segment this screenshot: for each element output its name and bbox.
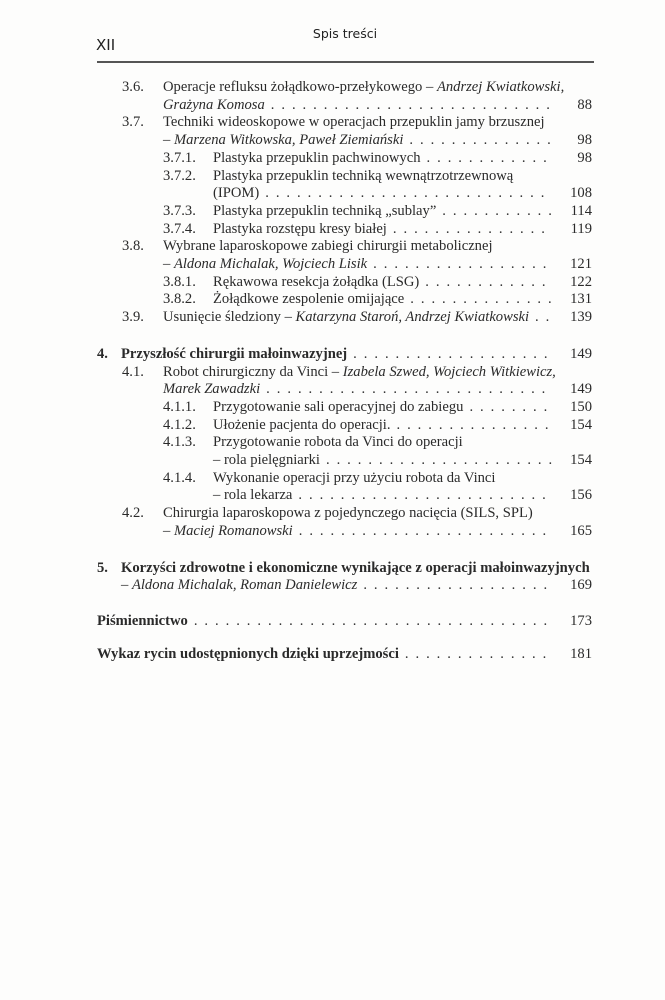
entry-number: 4.1.2.	[163, 416, 196, 433]
entry-line	[163, 132, 592, 150]
entry-text: Ułożenie pacjenta do operacji.	[213, 416, 391, 433]
entry-line	[213, 185, 592, 203]
toc-entry	[97, 560, 592, 595]
entry-number: 4.1.1.	[163, 398, 196, 415]
toc-entry	[97, 274, 592, 292]
entry-line	[213, 150, 592, 168]
entry-text: Przygotowanie sali operacyjnej do zabiegu	[213, 398, 464, 415]
entry-line	[163, 114, 592, 132]
entry-text: Rękawowa resekcja żołądka (LSG)	[213, 273, 420, 290]
entry-text: Plastyka przepuklin pachwinowych	[213, 149, 421, 166]
entry-author: Grażyna Komosa	[163, 96, 265, 113]
entry-number: 4.1.3.	[163, 434, 196, 451]
entry-title	[213, 399, 463, 417]
toc-entry	[97, 346, 592, 364]
entry-number: 4.2.	[122, 505, 144, 522]
entry-page-number: 154	[570, 452, 592, 469]
dot-leader	[410, 291, 552, 309]
dot-leader	[393, 221, 552, 239]
entry-title	[163, 523, 293, 541]
entry-title	[213, 274, 419, 292]
entry-line	[97, 646, 592, 664]
page-number-folio: XII	[96, 36, 116, 54]
entry-title	[213, 168, 513, 186]
entry-text: Techniki wideoskopowe w operacjach przepuklin jamy brzusznej	[163, 114, 545, 131]
entry-title	[213, 470, 495, 488]
entry-title	[121, 577, 357, 595]
entry-text: Plastyka przepuklin techniką wewnątrzotrzewnową	[213, 167, 514, 184]
entry-title	[213, 291, 404, 309]
dot-leader	[298, 487, 552, 505]
dot-leader	[427, 150, 552, 168]
entry-text: Plastyka rozstępu kresy białej	[213, 220, 387, 237]
dot-leader	[469, 399, 552, 417]
entry-line	[97, 613, 592, 631]
entry-title	[213, 487, 292, 505]
entry-title	[163, 132, 403, 150]
entry-page-number: 156	[570, 487, 592, 504]
entry-page-number: 88	[577, 96, 592, 113]
running-head: Spis treści	[312, 26, 378, 41]
entry-number: 3.7.4.	[163, 220, 196, 237]
dot-leader	[271, 97, 552, 115]
entry-title	[163, 238, 493, 256]
toc-entry	[97, 309, 592, 327]
entry-line	[213, 434, 592, 452]
entry-line	[213, 203, 592, 221]
entry-line	[163, 97, 592, 115]
entry-line	[121, 346, 592, 364]
toc-entry	[97, 168, 592, 203]
dot-leader	[409, 132, 552, 150]
entry-text: Robot chirurgiczny da Vinci –	[163, 363, 343, 380]
entry-title	[163, 97, 265, 115]
entry-page-number: 154	[570, 416, 592, 433]
entry-line	[213, 221, 592, 239]
dot-leader	[373, 256, 552, 274]
entry-author: Maciej Romanowski	[173, 522, 293, 539]
dot-leader	[425, 274, 552, 292]
entry-text: Przyszłość chirurgii małoinwazyjnej	[121, 345, 348, 362]
toc-entry	[97, 364, 592, 399]
toc-entry	[97, 114, 592, 149]
entry-page-number: 149	[570, 345, 592, 362]
entry-page-number: 150	[570, 398, 592, 415]
entry-text: Wybrane laparoskopowe zabiegi chirurgii metabolicznej	[163, 238, 493, 255]
entry-line	[213, 487, 592, 505]
entry-title	[213, 185, 259, 203]
dot-leader	[266, 381, 552, 399]
entry-title	[213, 417, 390, 435]
entry-page-number: 131	[570, 291, 592, 308]
entry-line	[213, 417, 592, 435]
entry-text: (IPOM)	[213, 185, 260, 202]
toc-entry	[97, 505, 592, 540]
entry-text: – rola pielęgniarki	[213, 452, 320, 469]
entry-author: Andrzej Kwiatkowski,	[436, 79, 565, 95]
entry-author: Katarzyna Staroń, Andrzej Kwiatkowski	[295, 309, 530, 326]
entry-title	[121, 560, 590, 578]
entry-number: 3.8.	[122, 238, 144, 255]
toc-entry	[97, 470, 592, 505]
toc-entry	[97, 150, 592, 168]
entry-title	[163, 364, 556, 382]
entry-text: – rola lekarza	[213, 487, 293, 504]
entry-author: Marek Zawadzki	[163, 381, 261, 398]
entry-line	[163, 309, 592, 327]
entry-author: Marzena Witkowska, Paweł Ziemiański	[173, 132, 404, 149]
entry-number: 5.	[97, 559, 108, 576]
entry-text: Plastyka przepuklin techniką „sublay”	[213, 202, 437, 219]
entry-line	[213, 168, 592, 186]
entry-title	[213, 452, 320, 470]
entry-line	[121, 577, 592, 595]
toc-entry	[97, 434, 592, 469]
entry-text: Żołądkowe zespolenie omijające	[213, 291, 405, 308]
entry-line	[213, 470, 592, 488]
entry-page-number: 119	[570, 220, 592, 237]
entry-line	[163, 256, 592, 274]
entry-page-number: 108	[570, 185, 592, 202]
entry-number: 4.1.	[122, 363, 144, 380]
dot-leader	[405, 646, 552, 664]
entry-author: Aldona Michalak, Wojciech Lisik	[173, 256, 368, 273]
entry-line	[163, 79, 592, 97]
entry-page-number: 121	[570, 256, 592, 273]
entry-line	[163, 238, 592, 256]
entry-text: Wykaz rycin udostępnionych dzięki uprzejmości	[97, 645, 399, 662]
entry-title	[163, 256, 367, 274]
entry-text: Wykonanie operacji przy użyciu robota da Vinci	[213, 469, 496, 486]
entry-number: 3.8.2.	[163, 291, 196, 308]
entry-number: 4.	[97, 345, 108, 362]
dot-leader	[442, 203, 552, 221]
entry-line	[121, 560, 592, 578]
entry-line	[163, 523, 592, 541]
entry-page-number: 149	[570, 381, 592, 398]
toc-entry	[97, 417, 592, 435]
entry-page-number: 165	[570, 522, 592, 539]
dot-leader	[396, 417, 552, 435]
entry-title	[163, 381, 260, 399]
entry-title	[163, 79, 564, 97]
entry-author: Izabela Szwed, Wojciech Witkiewicz,	[342, 363, 556, 380]
toc-entry	[97, 399, 592, 417]
dot-leader	[265, 185, 552, 203]
entry-text: –	[121, 577, 132, 594]
entry-page-number: 139	[570, 309, 592, 326]
entry-page-number: 98	[577, 149, 592, 166]
entry-title	[163, 114, 545, 132]
toc-entry	[97, 646, 592, 664]
entry-line	[213, 399, 592, 417]
entry-line	[213, 274, 592, 292]
entry-page-number: 98	[577, 132, 592, 149]
entry-text: –	[163, 256, 174, 273]
entry-number: 3.9.	[122, 309, 144, 326]
entry-line	[163, 381, 592, 399]
toc-entry	[97, 238, 592, 273]
entry-number: 3.7.2.	[163, 167, 196, 184]
entry-title	[213, 434, 463, 452]
entry-title	[163, 309, 529, 327]
entry-text: Korzyści zdrowotne i ekonomiczne wynikające z operacji małoinwazyjnych	[121, 559, 590, 576]
entry-number: 3.7.	[122, 114, 144, 131]
toc-entry	[97, 203, 592, 221]
table-of-contents	[97, 79, 592, 663]
entry-author: Aldona Michalak, Roman Danielewicz	[131, 577, 358, 594]
entry-text: Usunięcie śledziony –	[163, 309, 296, 326]
entry-line	[163, 505, 592, 523]
dot-leader	[326, 452, 552, 470]
header-rule	[97, 61, 594, 63]
entry-page-number: 169	[570, 577, 592, 594]
entry-line	[213, 291, 592, 309]
entry-number: 4.1.4.	[163, 469, 196, 486]
entry-number: 3.7.3.	[163, 202, 196, 219]
entry-page-number: 181	[570, 645, 592, 662]
entry-text: Chirurgia laparoskopowa z pojedynczego nacięcia (SILS, SPL)	[163, 505, 533, 522]
entry-title	[213, 150, 421, 168]
toc-entry	[97, 79, 592, 114]
entry-line	[213, 452, 592, 470]
entry-title	[121, 346, 347, 364]
entry-page-number: 122	[570, 273, 592, 290]
entry-text: Piśmiennictwo	[97, 612, 188, 629]
entry-number: 3.8.1.	[163, 273, 196, 290]
dot-leader	[535, 309, 552, 327]
entry-title	[163, 505, 533, 523]
toc-entry	[97, 291, 592, 309]
entry-number: 3.7.1.	[163, 149, 196, 166]
entry-title	[213, 203, 436, 221]
entry-text: Operacje refluksu żołądkowo-przełykowego –	[163, 79, 437, 95]
entry-title	[213, 221, 387, 239]
entry-text: Przygotowanie robota da Vinci do operacji	[213, 434, 463, 451]
entry-text: –	[163, 132, 174, 149]
entry-title	[97, 646, 399, 664]
entry-title	[97, 613, 188, 631]
dot-leader	[299, 523, 552, 541]
entry-line	[163, 364, 592, 382]
dot-leader	[353, 346, 552, 364]
entry-number: 3.6.	[122, 79, 144, 95]
entry-text: –	[163, 522, 174, 539]
dot-leader	[194, 613, 552, 631]
toc-entry	[97, 613, 592, 631]
entry-page-number: 173	[570, 612, 592, 629]
toc-entry	[97, 221, 592, 239]
dot-leader	[363, 577, 552, 595]
entry-page-number: 114	[570, 202, 592, 219]
